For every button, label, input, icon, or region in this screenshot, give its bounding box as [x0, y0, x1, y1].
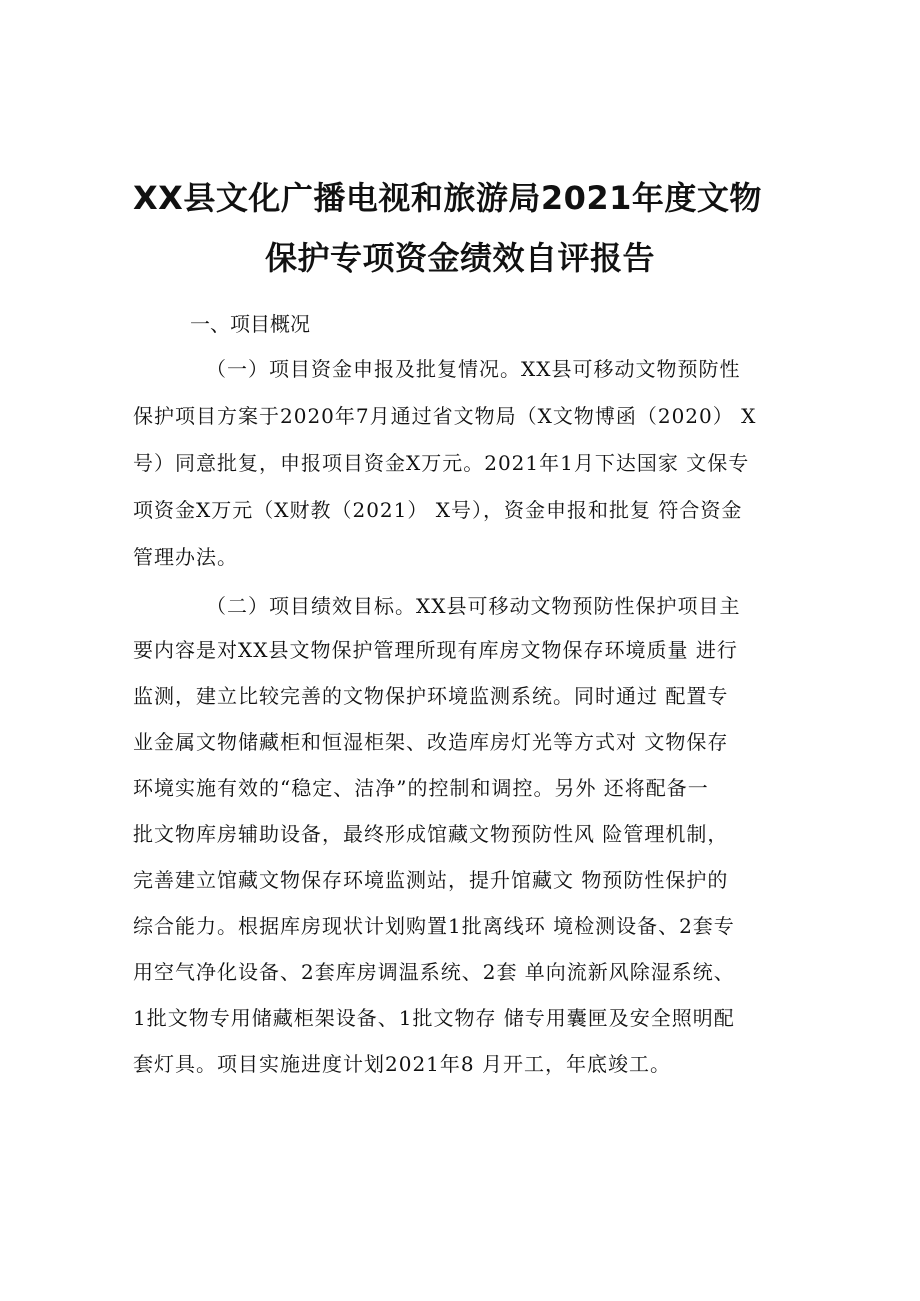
paragraph-1-line: 项资金X万元（X财教（2021） X号），资金申报和批复 符合资金 — [133, 498, 743, 522]
paragraph-2-line: 综合能力。根据库房现状计划购置1批离线环 境检测设备、2套专 — [133, 914, 735, 938]
paragraph-2-line: 监测，建立比较完善的文物保护环境监测系统。同时通过 配置专 — [133, 684, 729, 708]
report-title-line-2: 保护专项资金绩效自评报告 — [265, 239, 656, 277]
paragraph-1-line: 管理办法。 — [133, 545, 238, 569]
paragraph-1-line: （一）项目资金申报及批复情况。XX县可移动文物预防性 — [206, 357, 741, 381]
paragraph-2-line: 1批文物专用储藏柜架设备、1批文物存 储专用囊匣及安全照明配 — [133, 1006, 735, 1030]
paragraph-2-line: （二）项目绩效目标。XX县可移动文物预防性保护项目主 — [206, 594, 741, 618]
section-heading-project-overview: 一、项目概况 — [190, 312, 310, 336]
paragraph-2-line: 完善建立馆藏文物保存环境监测站，提升馆藏文 物预防性保护的 — [133, 868, 729, 892]
paragraph-2-line: 要内容是对XX县文物保护管理所现有库房文物保存环境质量 进行 — [133, 638, 738, 662]
report-title-line-1: XX县文化广播电视和旅游局2021年度文物 — [133, 179, 762, 217]
paragraph-1-line: 保护项目方案于2020年7月通过省文物局（X文物博函（2020） X — [133, 404, 757, 428]
paragraph-2-line: 用空气净化设备、2套库房调温系统、2套 单向流新风除湿系统、 — [133, 960, 735, 984]
paragraph-2-line: 批文物库房辅助设备，最终形成馆藏文物预防性风 险管理机制， — [133, 822, 729, 846]
paragraph-2-line: 环境实施有效的“稳定、洁净”的控制和调控。另外 还将配备一 — [133, 776, 709, 800]
paragraph-2-line: 套灯具。项目实施进度计划2021年8 月开工，年底竣工。 — [133, 1052, 671, 1076]
paragraph-2-line: 业金属文物储藏柜和恒湿柜架、改造库房灯光等方式对 文物保存 — [133, 730, 729, 754]
paragraph-1-line: 号）同意批复，申报项目资金X万元。2021年1月下达国家 文保专 — [133, 451, 750, 475]
